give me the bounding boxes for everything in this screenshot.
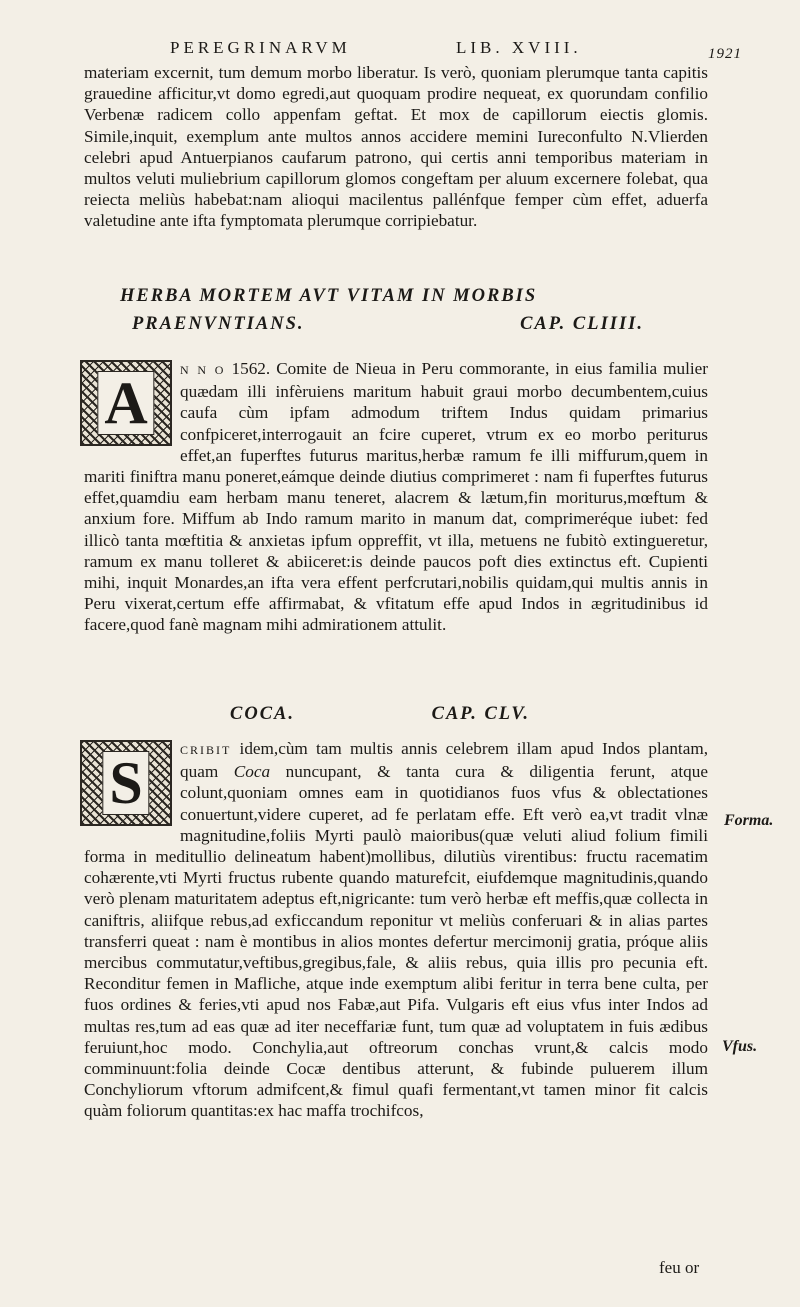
page-number: 1921 [708,46,742,62]
book-number: LIB. XVIII. [456,38,582,57]
paragraph-continuation: materiam excernit, tum demum morbo liberatur. Is verò, quoniam plerumque tanta capitis grauedine afficitur,vt domo egredi,aut quoquam prodire nequeat, ex quorundam confilio Verbenæ radicem collo appenfam geftat. Et mox de capillorum eiectis glomis. Simile,inquit, exemplum ante multos annos accidere memini Iureconfulto N.Vlierden celebri apud Antuerpianos caufarum patrono, qui certis anni temporibus materiam in multos veluti muliebrium capillorum glomos congeftam per aluum excernere folebat, qua reiecta meliùs habebat:nam alioqui macilentus pallénfque femper cùm effet, aduerfa valetudine ante ifta fymptomata plerumque corripiebatur. [84,63,708,231]
chapter-heading-155 [120,700,680,728]
opening-word: CRIBIT [180,743,232,757]
chapter-text: idem,cùm tam multis annis celebrem illam apud Indos plantam, quam [180,739,708,782]
running-title: PEREGRINARVM [170,38,351,57]
decorated-initial [80,740,172,826]
margin-note-vsus: Vfus. [722,1038,758,1055]
chapter-text: nuncupant, & tanta cura & diligentia ferunt, atque colunt,quoniam omnes eam in quotidianos fuos vfus & oblectationes conuertunt,videre cuperet, ad fe perlatam effe. Eft verò ea,vt tradit vlnæ magnitudine,foliis Myrti paulò maioribus(quæ veluti aliud folium fimili forma in meditullio delineatum habent)mollibus, dilutiùs virentibus: fructu racematim cohærente,vti Myrti fructus rubente quando maturefcit, eiufdemque magnitudinis,quando verò plenam maturitatem adeptus eft,nigricante: tum verò herbæ eft meffis,quæ collecta in caniftris, aliifque rebus,ad exficcandum reponitur vt meliùs conferuari & in alias partes transferri queat : nam è montibus in alios montes defertur mercimonij gratia, próque aliis mercibus commutatur,veftibus,gregibus,fale, & aliis rebus, quia illis pro pecunia eft. Reconditur femen in Mafliche, atque inde exemptum alibi feritur in terra bene culta, per fuos ordines & feries,vti apud nos Fabæ,aut Pifa. Vulgaris eft eius vfus inter Indos ad multas res,tum ad eas quæ ad iter neceffariæ funt, tum quæ ad voluptatem in fuis ædibus feruiunt,hoc modo. Conchylia,aut oftreorum conchas vrunt,& calcis modo comminuunt:folia deinde Cocæ dentibus atterunt, & fubinde puluerem illum Conchyliorum vftorum admifcent,& fimul quafi fermentant,vt tamen minor fit calcis quàm foliorum quantitas:ex hac maffa trochifcos, [84,762,709,1121]
chapter-title: COCA. [230,704,296,724]
decorated-initial [80,360,172,446]
chapter-number: CAP. CLV. [431,704,530,724]
chapter-title-line1: HERBA MORTEM AVT VITAM IN MORBIS [120,286,538,306]
catchword: feu or [659,1258,700,1277]
coca-word: Coca [233,762,271,782]
chapter-body-154 [84,358,708,636]
chapter-title-line2: PRAENVNTIANS. [132,314,305,334]
chapter-heading-154 [120,282,680,338]
chapter-body-155 [84,738,708,1122]
chapter-number: CAP. CLIIII. [520,314,644,334]
chapter-text: 1562. Comite de Nieua in Peru commorante, in eius familia mulier quædam illi infèruiens maritum habuit graui morbo decumbentem,cuius caufa cùm ipfam admodum triftem Indus quidam primarius confpiceret,interrogauit an fcire cuperet, vtrum ex eo morbo periturus effet,an fuperftes futurus maritus,herbæ ramum fe illi miffurum,quem in mariti finiftra manu poneret,eámque deinde diutius comprimeret : nam fi fuperftes futurus effet,quamdiu eam herbam manu teneret, alacrem & lætum,fin moriturus,mœftum & anxium fore. Miffum ab Indo ramum marito in manum dat, comprimeréque iubet: fed illicò tanta mœftitia & anxietas ipfum oppreffit, vt illa, metuens ne fubitò extingueretur, ramum ex manu tolleret & abiiceret:is deinde paucos poft dies extinctus eft. Cupienti mihi, inquit Monardes,an ifta vera effent perfcrutari,nobilis quidam,qui multis annis in Peru vixerat,certum effe affirmabat, & vfitatum effe apud Indos in ægritudinibus id facere,quod fanè magnam mihi admirationem attulit. [84,359,708,635]
initial-letter: S [102,751,149,815]
opening-word: N N O [180,363,226,377]
initial-letter: A [97,371,154,435]
margin-note-forma: Forma. [724,812,774,829]
